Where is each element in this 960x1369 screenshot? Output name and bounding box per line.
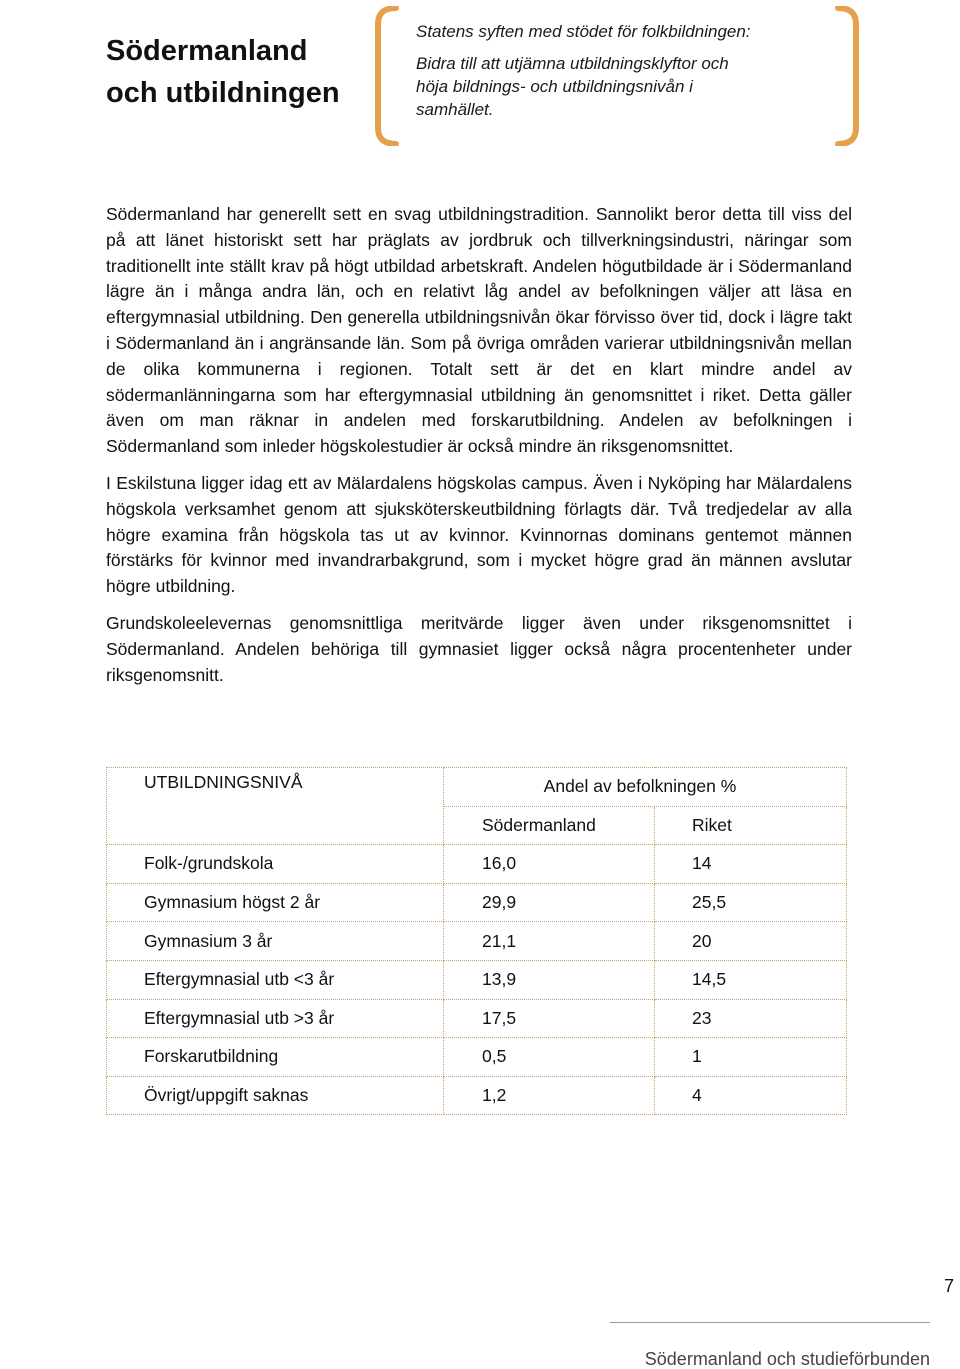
quote-body-line: höja bildnings- och utbildningsnivån i xyxy=(416,77,693,96)
table-header-row xyxy=(107,768,847,807)
row-sodermanland: 13,9 xyxy=(444,960,655,999)
table-row xyxy=(107,1038,847,1077)
row-riket: 14 xyxy=(655,845,847,884)
quote-box xyxy=(372,6,862,144)
row-sodermanland: 0,5 xyxy=(444,1038,655,1077)
row-riket: 1 xyxy=(655,1038,847,1077)
paragraph: Södermanland har generellt sett en svag utbildningstradition. Sannolikt beror detta till viss del på att länet historiskt sett har präglats av jordbruk och tillverkningsindustri, näringar som traditionellt inte ställt krav på högt utbildad arbetskraft. Andelen högutbildade är i Södermanland lägre än i många andra län, och en relativt låg andel av befolkningen väljer att läsa en eftergymnasial utbildning. Den generella utbildningsnivån ökar förvisso över tid, dock i lägre takt i Södermanland än i angränsande län. Som på övriga områden varierar utbildningsnivån mellan de olika kommunerna i regionen. Totalt sett är det en klart mindre andel av södermanlänningarna som har eftergymnasial utbildning än genomsnittet i riket. Detta gäller även om man räknar in andelen med forskarutbildning. Andelen av befolkningen i Södermanland som inleder högskolestudier är också mindre än riksgenomsnittet. xyxy=(106,204,852,457)
header-label: UTBILDNINGSNIVÅ xyxy=(107,768,444,845)
row-riket: 20 xyxy=(655,922,847,961)
education-table xyxy=(106,767,847,1115)
table-row xyxy=(107,883,847,922)
row-sodermanland: 1,2 xyxy=(444,1076,655,1115)
row-sodermanland: 21,1 xyxy=(444,922,655,961)
body-text xyxy=(106,202,852,699)
row-riket: 4 xyxy=(655,1076,847,1115)
table-row xyxy=(107,960,847,999)
row-sodermanland: 17,5 xyxy=(444,999,655,1038)
page-title-line2: och utbildningen xyxy=(106,77,340,109)
row-label: Eftergymnasial utb >3 år xyxy=(107,999,444,1038)
col-riket: Riket xyxy=(655,806,847,845)
paragraph: Grundskoleelevernas genomsnittliga meritvärde ligger även under riksgenomsnittet i Södermanland. Andelen behöriga till gymnasiet ligger också några procentenheter under riksgenomsnitt. xyxy=(106,612,852,685)
page-number: 7 xyxy=(943,1276,954,1296)
footer-divider xyxy=(610,1322,930,1323)
quote-heading: Statens syften med stödet för folkbildningen: xyxy=(416,22,751,41)
row-label: Eftergymnasial utb <3 år xyxy=(107,960,444,999)
table-row xyxy=(107,845,847,884)
table-row xyxy=(107,999,847,1038)
row-label: Övrigt/uppgift saknas xyxy=(107,1076,444,1115)
quote-body xyxy=(416,52,796,121)
col-sodermanland: Södermanland xyxy=(444,806,655,845)
table-body xyxy=(107,845,847,1115)
row-label: Forskarutbildning xyxy=(107,1038,444,1077)
table-row xyxy=(107,922,847,961)
row-label: Gymnasium högst 2 år xyxy=(107,883,444,922)
row-sodermanland: 29,9 xyxy=(444,883,655,922)
footer-text: Södermanland och studieförbunden xyxy=(644,1349,930,1369)
left-bracket-icon xyxy=(372,6,402,146)
table-row xyxy=(107,1076,847,1115)
quote-body-line: samhället. xyxy=(416,100,494,119)
page-title-line1: Södermanland xyxy=(106,35,308,67)
row-label: Folk-/grundskola xyxy=(107,845,444,884)
quote-body-line: Bidra till att utjämna utbildningsklyftor och xyxy=(416,54,729,73)
row-riket: 25,5 xyxy=(655,883,847,922)
quote-text xyxy=(416,20,796,121)
right-bracket-icon xyxy=(832,6,862,146)
header-group: Andel av befolkningen % xyxy=(444,768,847,807)
row-label: Gymnasium 3 år xyxy=(107,922,444,961)
row-sodermanland: 16,0 xyxy=(444,845,655,884)
row-riket: 14,5 xyxy=(655,960,847,999)
row-riket: 23 xyxy=(655,999,847,1038)
page-title xyxy=(106,30,366,114)
paragraph: I Eskilstuna ligger idag ett av Mälardalens högskolas campus. Även i Nyköping har Mälardalens högskola verksamhet genom att sjuksköterskeutbildning förlagts där. Två tredjedelar av alla högre examina från högskola tas ut av kvinnor. Kvinnornas dominans gentemot männen förstärks för kvinnor med invandrarbakgrund, som i mycket högre grad än männen avslutar högre utbildning. xyxy=(106,472,852,597)
